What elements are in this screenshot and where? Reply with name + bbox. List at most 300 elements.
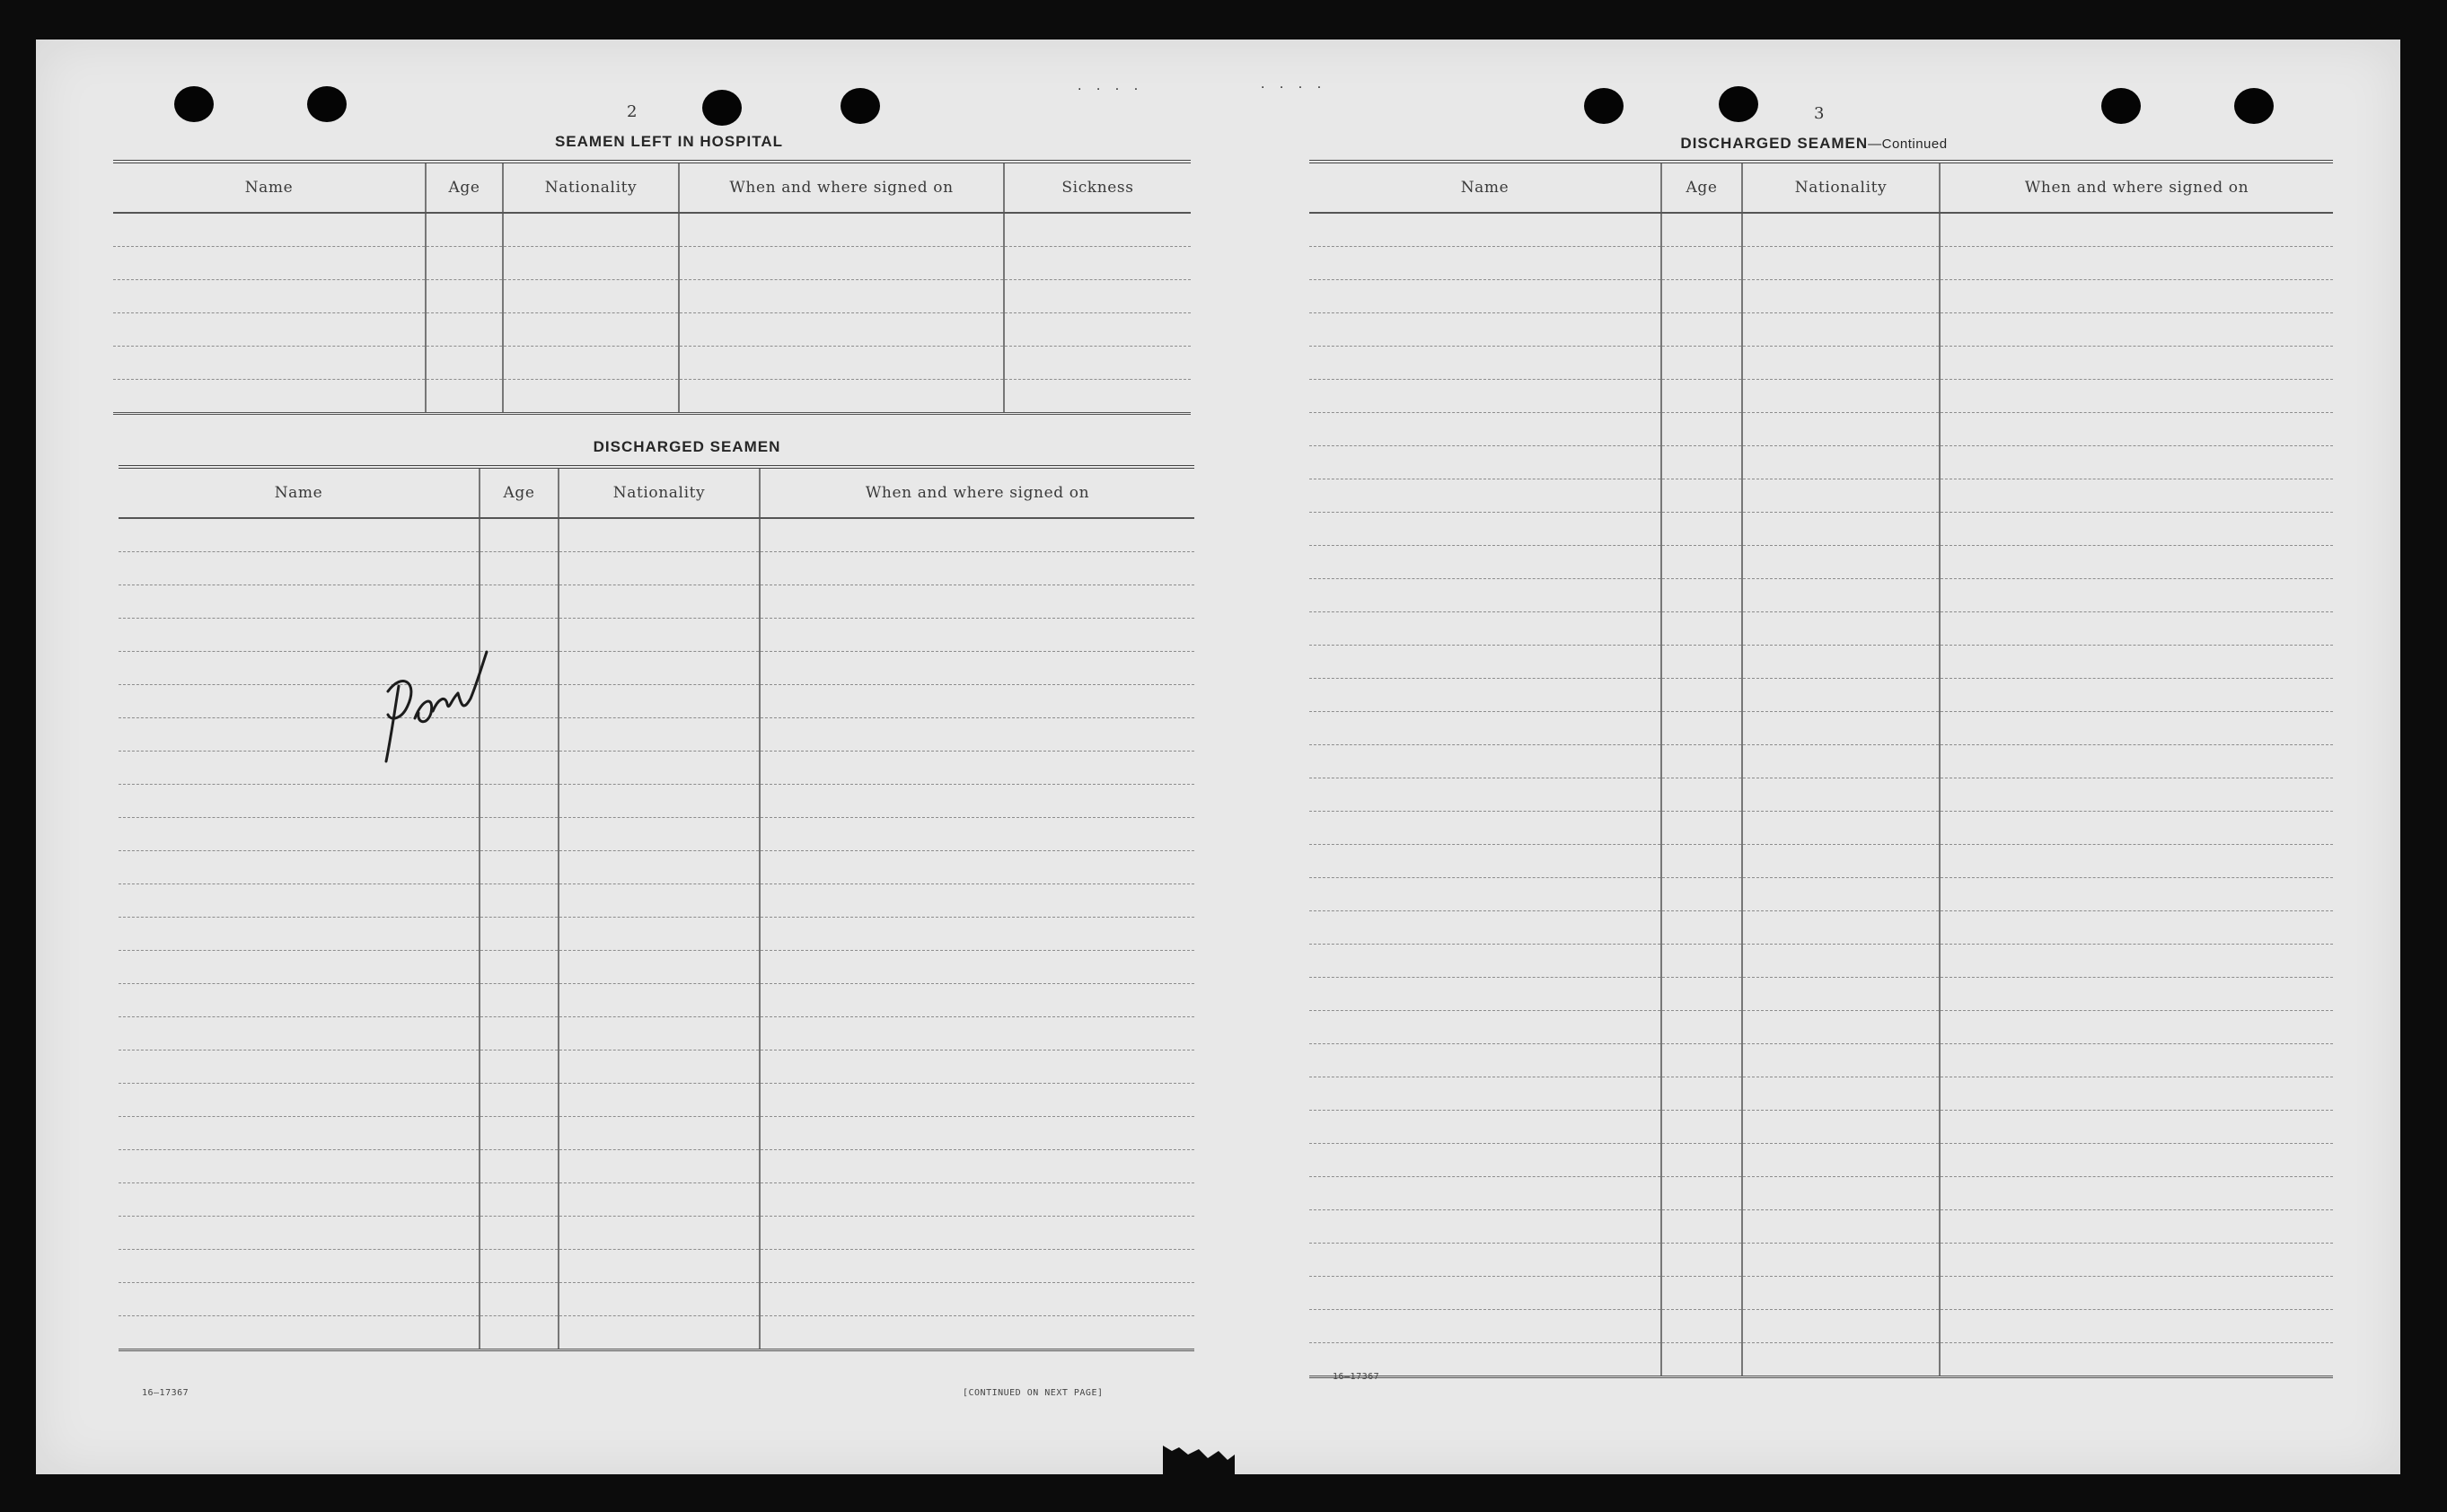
table-cell	[480, 785, 559, 818]
table-cell	[119, 1250, 480, 1283]
table-row	[1309, 313, 2333, 347]
table-cell	[559, 1117, 760, 1150]
table-row	[1309, 546, 2333, 579]
table-row	[119, 818, 1194, 851]
faint-marks: · · · ·	[1078, 83, 1144, 97]
table-cell	[760, 685, 1194, 718]
table-row	[119, 585, 1194, 619]
table-cell	[1742, 579, 1940, 612]
table-cell	[1661, 347, 1742, 380]
table-cell	[1742, 1144, 1940, 1177]
table-row	[1309, 1077, 2333, 1111]
table-cell	[760, 984, 1194, 1017]
table-cell	[119, 1117, 480, 1150]
table-cell	[119, 785, 480, 818]
table-cell	[1940, 745, 2333, 778]
table-cell	[119, 1183, 480, 1217]
table-cell	[1309, 1310, 1661, 1343]
table-cell	[760, 1150, 1194, 1183]
column-header-name: Name	[1309, 162, 1661, 213]
table-cell	[1309, 1177, 1661, 1210]
table-cell	[1940, 778, 2333, 812]
table-cell	[1309, 978, 1661, 1011]
table-cell	[1742, 1244, 1940, 1277]
discharged-section-title-right	[1598, 135, 2029, 153]
table-cell	[559, 685, 760, 718]
table-row	[113, 347, 1191, 380]
table-cell	[679, 280, 1004, 313]
table-cell	[426, 347, 503, 380]
table-cell	[1661, 1210, 1742, 1244]
table-cell	[1661, 1077, 1742, 1111]
table-cell	[1661, 1011, 1742, 1044]
table-cell	[1742, 413, 1940, 446]
table-cell	[1309, 778, 1661, 812]
table-cell	[760, 552, 1194, 585]
table-cell	[1661, 878, 1742, 911]
column-header-nationality: Nationality	[503, 162, 679, 213]
table-cell	[1309, 878, 1661, 911]
discharged-table-right	[1309, 160, 2333, 1378]
table-cell	[1940, 280, 2333, 313]
table-cell	[1309, 745, 1661, 778]
column-header-age: Age	[480, 467, 559, 518]
table-cell	[679, 213, 1004, 247]
table-cell	[559, 552, 760, 585]
table-cell	[1940, 1011, 2333, 1044]
punch-hole	[1719, 86, 1758, 122]
table-cell	[760, 718, 1194, 752]
table-row	[1309, 945, 2333, 978]
table-cell	[1004, 247, 1191, 280]
table-cell	[113, 380, 426, 414]
table-cell	[480, 1316, 559, 1350]
table-cell	[1742, 280, 1940, 313]
table-cell	[480, 884, 559, 918]
table-cell	[1940, 579, 2333, 612]
table-cell	[1742, 1343, 1940, 1377]
table-cell	[1742, 945, 1940, 978]
table-row	[1309, 1144, 2333, 1177]
table-row	[1309, 446, 2333, 479]
faint-marks: · · · ·	[1261, 81, 1327, 95]
table-row	[119, 718, 1194, 752]
discharged-section-title-left: DISCHARGED SEAMEN	[593, 438, 781, 455]
table-cell	[119, 884, 480, 918]
table-cell	[1940, 945, 2333, 978]
table-cell	[1661, 1144, 1742, 1177]
table-cell	[760, 785, 1194, 818]
table-row	[119, 1217, 1194, 1250]
table-cell	[760, 518, 1194, 552]
table-row	[1309, 579, 2333, 612]
table-cell	[1661, 1244, 1742, 1277]
table-cell	[113, 347, 426, 380]
table-cell	[480, 1150, 559, 1183]
table-row	[1309, 812, 2333, 845]
table-cell	[1661, 1310, 1742, 1343]
table-row	[1309, 845, 2333, 878]
table-cell	[1742, 213, 1940, 247]
table-cell	[119, 818, 480, 851]
table-row	[119, 951, 1194, 984]
table-cell	[480, 951, 559, 984]
table-row	[113, 247, 1191, 280]
table-row	[1309, 413, 2333, 446]
table-cell	[1742, 646, 1940, 679]
table-row	[119, 918, 1194, 951]
column-header-sickness: Sickness	[1004, 162, 1191, 213]
table-row	[119, 1017, 1194, 1050]
table-cell	[1661, 612, 1742, 646]
table-cell	[1940, 413, 2333, 446]
table-cell	[480, 918, 559, 951]
table-cell	[559, 818, 760, 851]
table-row	[1309, 1343, 2333, 1377]
table-cell	[1309, 1111, 1661, 1144]
table-cell	[760, 585, 1194, 619]
table-row	[119, 619, 1194, 652]
table-row	[119, 1150, 1194, 1183]
table-cell	[503, 280, 679, 313]
handwritten-none-mark	[375, 636, 492, 770]
table-cell	[1661, 579, 1742, 612]
table-row	[1309, 878, 2333, 911]
table-cell	[1940, 1244, 2333, 1277]
table-cell	[559, 1150, 760, 1183]
table-cell	[1940, 679, 2333, 712]
table-cell	[1742, 745, 1940, 778]
table-cell	[1661, 812, 1742, 845]
table-cell	[1309, 247, 1661, 280]
punch-hole	[174, 86, 214, 122]
table-cell	[1309, 945, 1661, 978]
table-cell	[1661, 1044, 1742, 1077]
table-cell	[1309, 1144, 1661, 1177]
table-cell	[480, 1250, 559, 1283]
paper-tear	[1163, 1446, 1235, 1481]
table-row	[113, 313, 1191, 347]
table-cell	[1940, 1077, 2333, 1111]
table-cell	[1940, 1144, 2333, 1177]
table-cell	[426, 247, 503, 280]
punch-hole	[1584, 88, 1624, 124]
table-cell	[760, 1250, 1194, 1283]
table-cell	[1742, 380, 1940, 413]
table-cell	[119, 552, 480, 585]
table-cell	[760, 884, 1194, 918]
table-cell	[1309, 213, 1661, 247]
table-cell	[1940, 313, 2333, 347]
table-cell	[1940, 213, 2333, 247]
table-cell	[1309, 911, 1661, 945]
table-cell	[113, 213, 426, 247]
table-cell	[1742, 1111, 1940, 1144]
table-row	[119, 1050, 1194, 1084]
table-row	[1309, 1277, 2333, 1310]
table-cell	[559, 785, 760, 818]
table-cell	[1940, 911, 2333, 945]
table-cell	[1940, 612, 2333, 646]
table-row	[1309, 380, 2333, 413]
punch-hole	[702, 90, 742, 126]
table-cell	[1661, 313, 1742, 347]
table-cell	[760, 818, 1194, 851]
table-row	[119, 785, 1194, 818]
table-cell	[679, 347, 1004, 380]
table-cell	[1661, 1343, 1742, 1377]
table-cell	[426, 280, 503, 313]
table-cell	[1004, 280, 1191, 313]
table-row	[1309, 1011, 2333, 1044]
table-cell	[559, 951, 760, 984]
table-cell	[1742, 679, 1940, 712]
table-cell	[503, 247, 679, 280]
table-cell	[1309, 612, 1661, 646]
table-cell	[1309, 812, 1661, 845]
table-cell	[119, 1217, 480, 1250]
table-cell	[1661, 446, 1742, 479]
table-cell	[503, 347, 679, 380]
column-header-age: Age	[426, 162, 503, 213]
table-cell	[1742, 1177, 1940, 1210]
table-cell	[760, 951, 1194, 984]
table-cell	[559, 1316, 760, 1350]
table-cell	[119, 951, 480, 984]
table-cell	[1309, 1244, 1661, 1277]
table-row	[1309, 513, 2333, 546]
table-cell	[1940, 978, 2333, 1011]
table-row	[119, 752, 1194, 785]
table-row	[1309, 679, 2333, 712]
table-cell	[1309, 1277, 1661, 1310]
table-cell	[1309, 712, 1661, 745]
continued-note: [CONTINUED ON NEXT PAGE]	[963, 1388, 1104, 1398]
table-row	[1309, 247, 2333, 280]
table-cell	[1309, 446, 1661, 479]
table-cell	[1742, 812, 1940, 845]
table-cell	[1742, 546, 1940, 579]
table-row	[1309, 347, 2333, 380]
table-cell	[1661, 978, 1742, 1011]
table-cell	[1742, 247, 1940, 280]
table-cell	[1661, 1177, 1742, 1210]
punch-hole	[2234, 88, 2274, 124]
table-cell	[480, 518, 559, 552]
table-cell	[1742, 1077, 1940, 1111]
table-cell	[559, 984, 760, 1017]
table-cell	[1309, 413, 1661, 446]
column-header-age: Age	[1661, 162, 1742, 213]
table-cell	[559, 752, 760, 785]
table-cell	[1940, 446, 2333, 479]
table-row	[1309, 778, 2333, 812]
table-cell	[1742, 978, 1940, 1011]
punch-hole	[841, 88, 880, 124]
table-cell	[480, 1183, 559, 1217]
table-row	[113, 280, 1191, 313]
table-cell	[119, 918, 480, 951]
table-cell	[1742, 612, 1940, 646]
table-row	[119, 518, 1194, 552]
table-cell	[679, 247, 1004, 280]
table-cell	[1940, 646, 2333, 679]
table-cell	[760, 619, 1194, 652]
table-cell	[480, 552, 559, 585]
table-row	[119, 1316, 1194, 1350]
table-cell	[1309, 1044, 1661, 1077]
table-cell	[1661, 845, 1742, 878]
table-row	[1309, 1244, 2333, 1277]
table-cell	[679, 380, 1004, 414]
table-row	[119, 1250, 1194, 1283]
table-cell	[1661, 679, 1742, 712]
table-cell	[1742, 778, 1940, 812]
table-cell	[1661, 247, 1742, 280]
form-number-right: 16—17367	[1333, 1372, 1380, 1382]
table-cell	[1004, 380, 1191, 414]
table-cell	[760, 652, 1194, 685]
table-row	[113, 213, 1191, 247]
table-cell	[760, 1117, 1194, 1150]
table-row	[119, 1283, 1194, 1316]
table-cell	[1661, 413, 1742, 446]
table-cell	[559, 518, 760, 552]
table-cell	[1004, 313, 1191, 347]
table-cell	[1742, 1210, 1940, 1244]
table-row	[1309, 978, 2333, 1011]
table-cell	[559, 884, 760, 918]
table-cell	[1309, 546, 1661, 579]
table-cell	[480, 1217, 559, 1250]
table-cell	[1661, 1277, 1742, 1310]
table-row	[119, 851, 1194, 884]
table-cell	[480, 818, 559, 851]
table-cell	[1661, 513, 1742, 546]
table-cell	[1940, 1310, 2333, 1343]
form-number-left: 16—17367	[142, 1388, 189, 1398]
table-cell	[1940, 347, 2333, 380]
table-cell	[1661, 213, 1742, 247]
table-cell	[1940, 1111, 2333, 1144]
table-cell	[480, 1117, 559, 1150]
table-cell	[1742, 313, 1940, 347]
column-header-name: Name	[113, 162, 426, 213]
table-cell	[1940, 1277, 2333, 1310]
table-cell	[1940, 1044, 2333, 1077]
table-row	[119, 685, 1194, 718]
table-row	[119, 652, 1194, 685]
table-cell	[559, 1084, 760, 1117]
table-cell	[1004, 213, 1191, 247]
column-header-nationality: Nationality	[559, 467, 760, 518]
table-cell	[1742, 446, 1940, 479]
table-cell	[1742, 911, 1940, 945]
table-cell	[1661, 380, 1742, 413]
table-cell	[559, 1183, 760, 1217]
table-cell	[679, 313, 1004, 347]
table-cell	[760, 918, 1194, 951]
table-row	[119, 552, 1194, 585]
table-cell	[480, 851, 559, 884]
table-cell	[503, 313, 679, 347]
table-cell	[119, 1050, 480, 1084]
table-cell	[559, 652, 760, 685]
column-header-signed-on: When and where signed on	[760, 467, 1194, 518]
table-row	[119, 984, 1194, 1017]
table-row	[1309, 1310, 2333, 1343]
table-cell	[760, 1084, 1194, 1117]
table-cell	[119, 518, 480, 552]
table-cell	[760, 1283, 1194, 1316]
table-cell	[1661, 1111, 1742, 1144]
table-cell	[559, 1250, 760, 1283]
table-cell	[1004, 347, 1191, 380]
punch-hole	[307, 86, 347, 122]
table-cell	[113, 280, 426, 313]
table-row	[119, 884, 1194, 918]
table-cell	[559, 585, 760, 619]
table-cell	[1309, 1210, 1661, 1244]
table-row	[1309, 213, 2333, 247]
table-cell	[1742, 845, 1940, 878]
table-cell	[559, 718, 760, 752]
table-cell	[1309, 479, 1661, 513]
table-cell	[1940, 845, 2333, 878]
table-cell	[1661, 745, 1742, 778]
table-row	[1309, 612, 2333, 646]
table-cell	[559, 1217, 760, 1250]
table-cell	[760, 752, 1194, 785]
table-cell	[1309, 845, 1661, 878]
table-row	[1309, 1111, 2333, 1144]
table-row	[119, 1117, 1194, 1150]
table-cell	[760, 851, 1194, 884]
punch-hole	[2101, 88, 2141, 124]
table-cell	[119, 1084, 480, 1117]
table-row	[1309, 280, 2333, 313]
table-cell	[760, 1017, 1194, 1050]
table-cell	[1940, 513, 2333, 546]
table-cell	[1940, 247, 2333, 280]
hospital-section-title: SEAMEN LEFT IN HOSPITAL	[554, 133, 784, 150]
table-cell	[559, 1283, 760, 1316]
table-cell	[1309, 579, 1661, 612]
table-cell	[1661, 546, 1742, 579]
discharged-table-right-body	[1309, 213, 2333, 1377]
table-row	[1309, 1177, 2333, 1210]
table-cell	[1940, 878, 2333, 911]
discharged-table-left-body	[119, 518, 1194, 1350]
table-cell	[480, 585, 559, 619]
discharged-title-text: DISCHARGED SEAMEN	[1680, 135, 1869, 152]
table-cell	[503, 380, 679, 414]
table-cell	[1309, 347, 1661, 380]
table-cell	[1661, 945, 1742, 978]
page-number-right: 3	[1814, 104, 1825, 123]
table-cell	[1661, 712, 1742, 745]
table-cell	[760, 1316, 1194, 1350]
table-cell	[559, 1050, 760, 1084]
table-cell	[1742, 479, 1940, 513]
discharged-table-left	[119, 465, 1194, 1351]
document-paper	[36, 40, 2400, 1474]
table-cell	[1309, 380, 1661, 413]
table-cell	[559, 1017, 760, 1050]
table-cell	[480, 1050, 559, 1084]
table-cell	[760, 1217, 1194, 1250]
table-cell	[1661, 479, 1742, 513]
